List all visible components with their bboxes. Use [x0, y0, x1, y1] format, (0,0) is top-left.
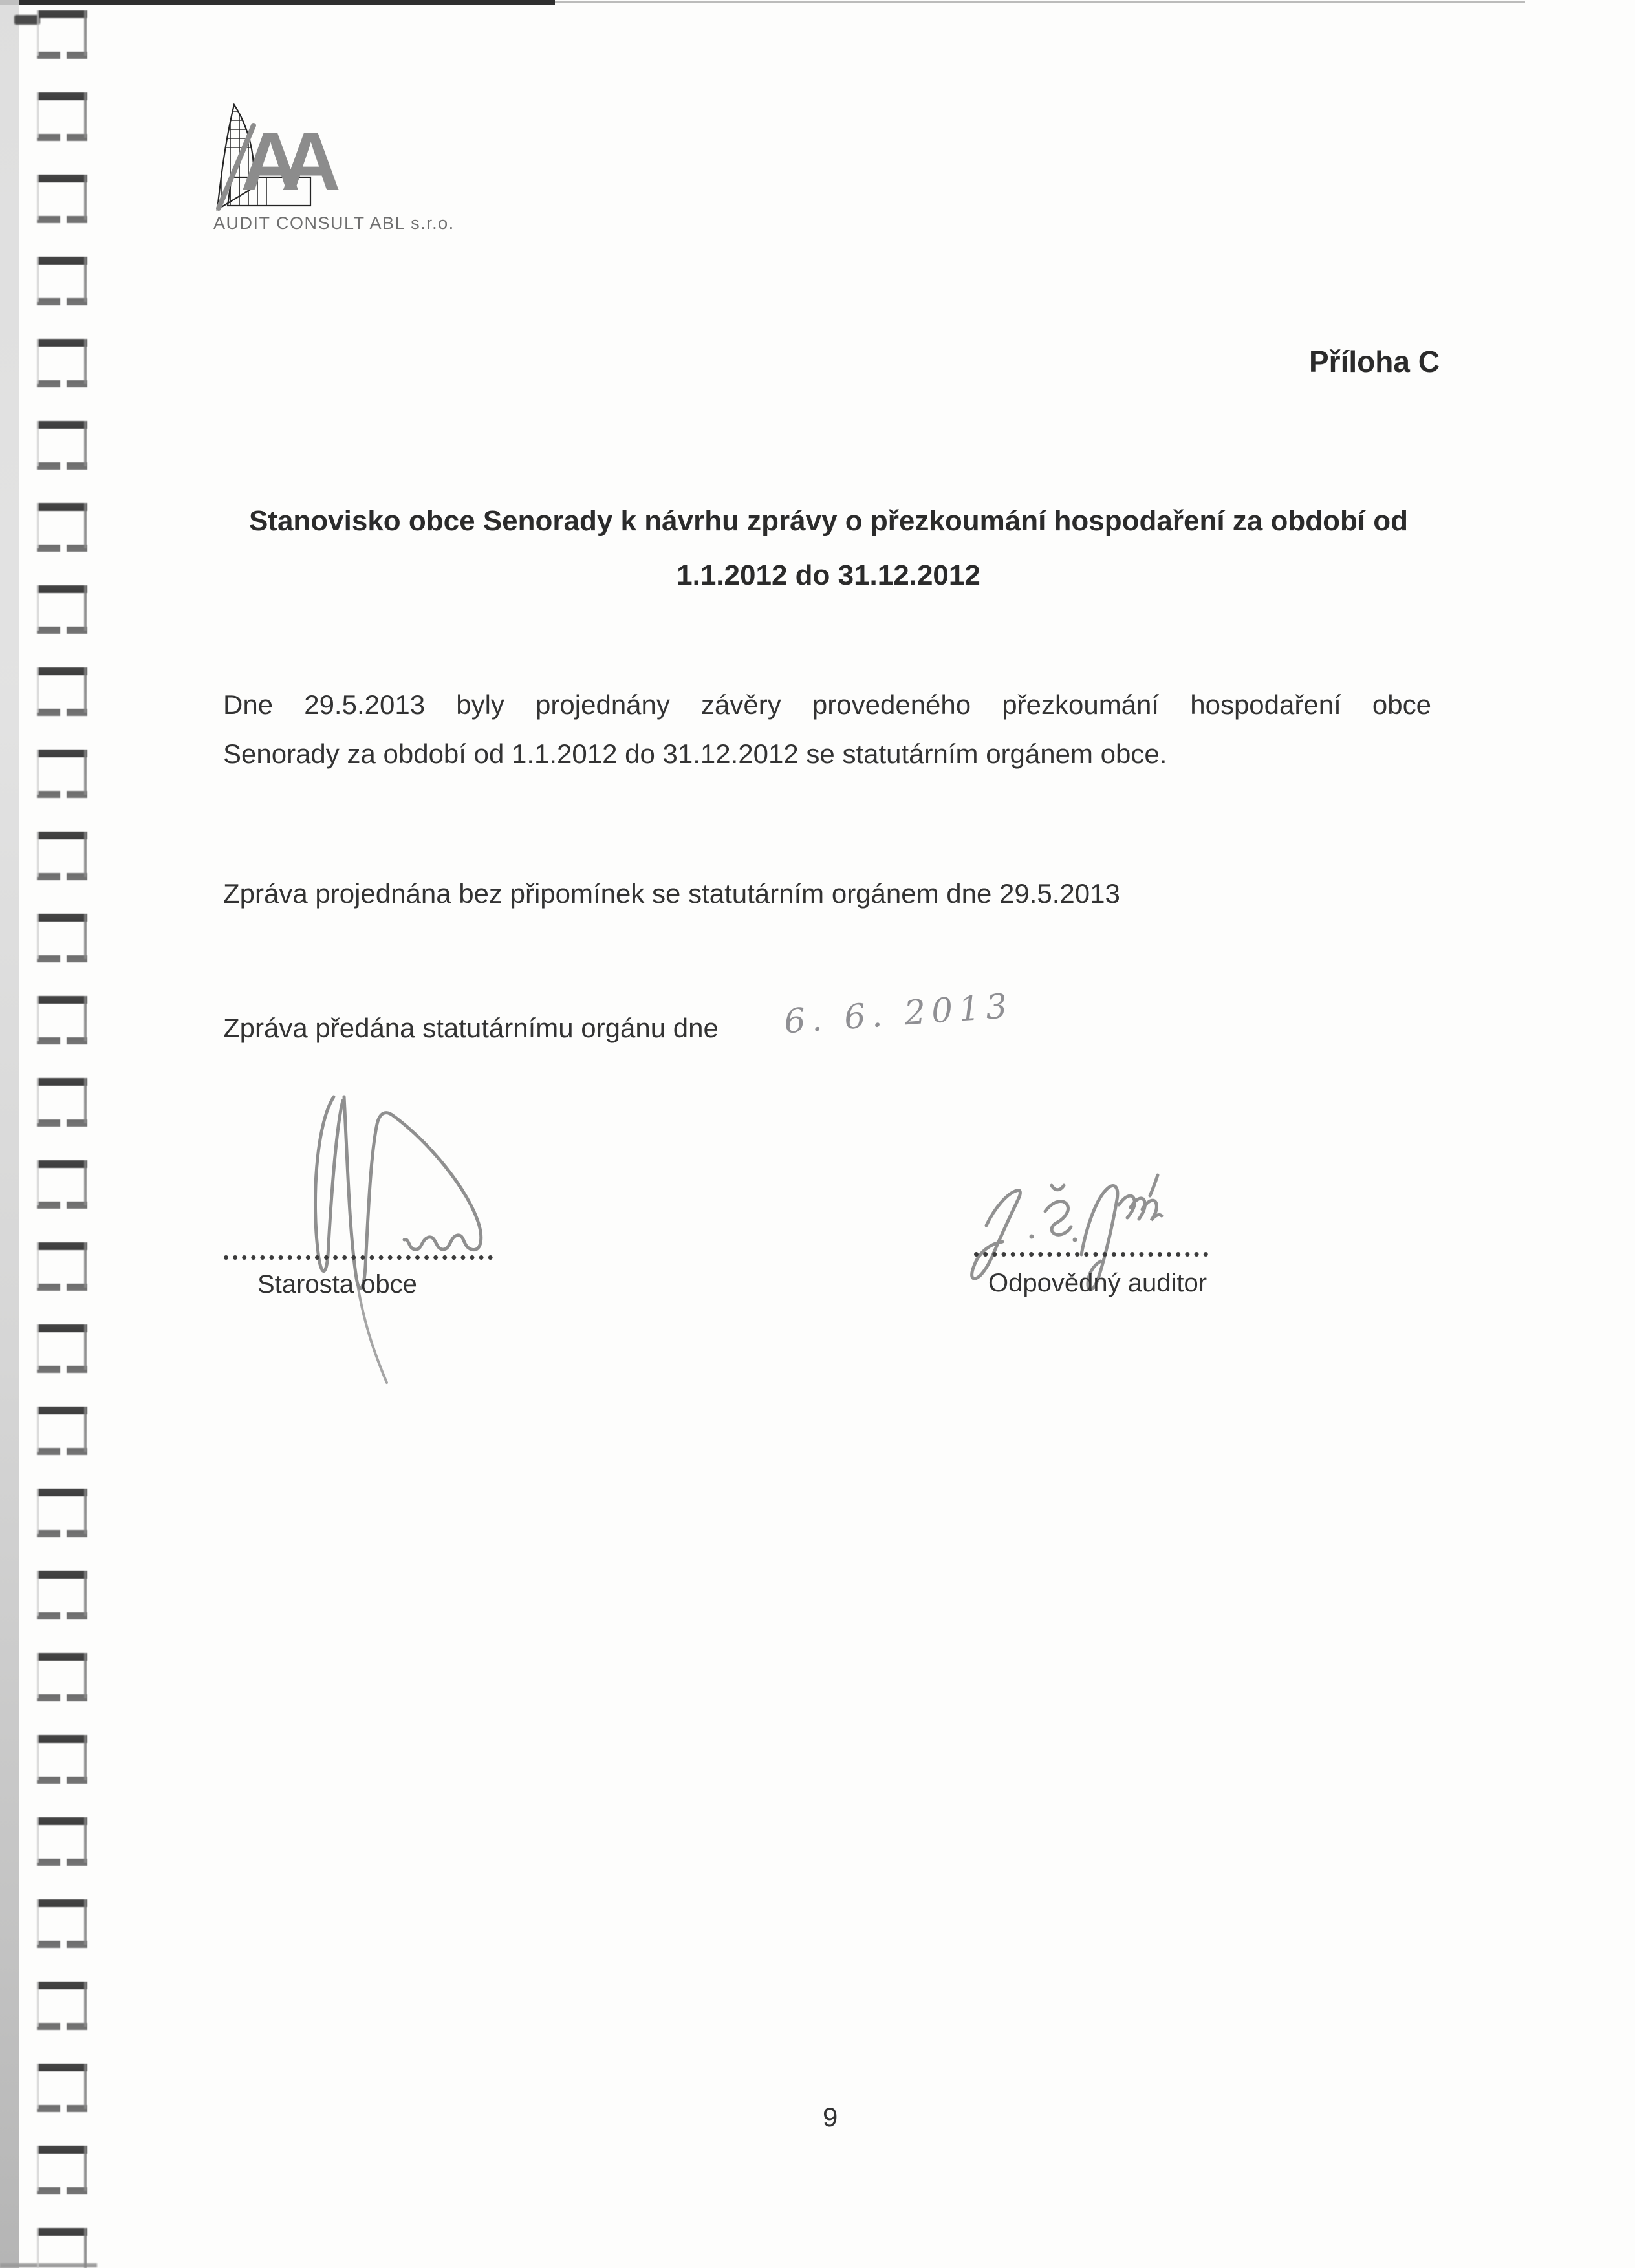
- annex-label: Příloha C: [1309, 345, 1440, 378]
- signature-role-auditor: Odpovědný auditor: [988, 1269, 1207, 1297]
- audit-consult-logo-icon: [212, 102, 341, 217]
- scan-artifact-right-edge: [1628, 0, 1635, 2268]
- signature-line-right: [974, 1252, 1208, 1257]
- binding-vertical-line-right: [84, 10, 87, 2268]
- statement-discussed: Zpráva projednána bez připomínek se statutárním orgánem dne 29.5.2013: [223, 878, 1120, 909]
- auditor-signature-scribble-icon: [925, 1129, 1184, 1342]
- company-name: AUDIT CONSULT ABL s.r.o.: [213, 213, 455, 233]
- binding-vertical-line-left: [37, 10, 39, 2268]
- scan-artifact-top-edge-light: [555, 1, 1525, 3]
- scan-artifact-blob: [14, 15, 40, 25]
- page-number: 9: [823, 2102, 838, 2132]
- scan-artifact-top-edge: [0, 0, 555, 5]
- binding-marks: [37, 10, 87, 2268]
- letterhead: [212, 102, 341, 221]
- signature-line-left: [224, 1255, 493, 1260]
- binding-bottom-bars-left: [37, 10, 60, 2268]
- logo-monogram: AA: [241, 116, 321, 208]
- statement-handed-over-label: Zpráva předána statutárnímu orgánu dne: [223, 1013, 719, 1043]
- handwritten-date: 6. 6. 2013: [783, 986, 1015, 1042]
- body-paragraph-line2: Senorady za období od 1.1.2012 do 31.12.2012 se statutárním orgánem obce.: [223, 739, 1167, 769]
- signature-role-mayor: Starosta obce: [257, 1270, 417, 1299]
- body-paragraph: [223, 680, 1431, 779]
- scan-artifact-left-edge: [0, 0, 19, 2268]
- document-title-line1: Stanovisko obce Senorady k návrhu zprávy o přezkoumání hospodaření za období od: [248, 505, 1409, 537]
- body-paragraph-line1: Dne 29.5.2013 byly projednány závěry provedeného přezkoumání hospodaření obce: [223, 689, 1431, 720]
- mayor-signature-scribble-icon: [213, 1086, 524, 1390]
- document-title: [223, 494, 1434, 603]
- document-title-line2: 1.1.2012 do 31.12.2012: [677, 559, 980, 591]
